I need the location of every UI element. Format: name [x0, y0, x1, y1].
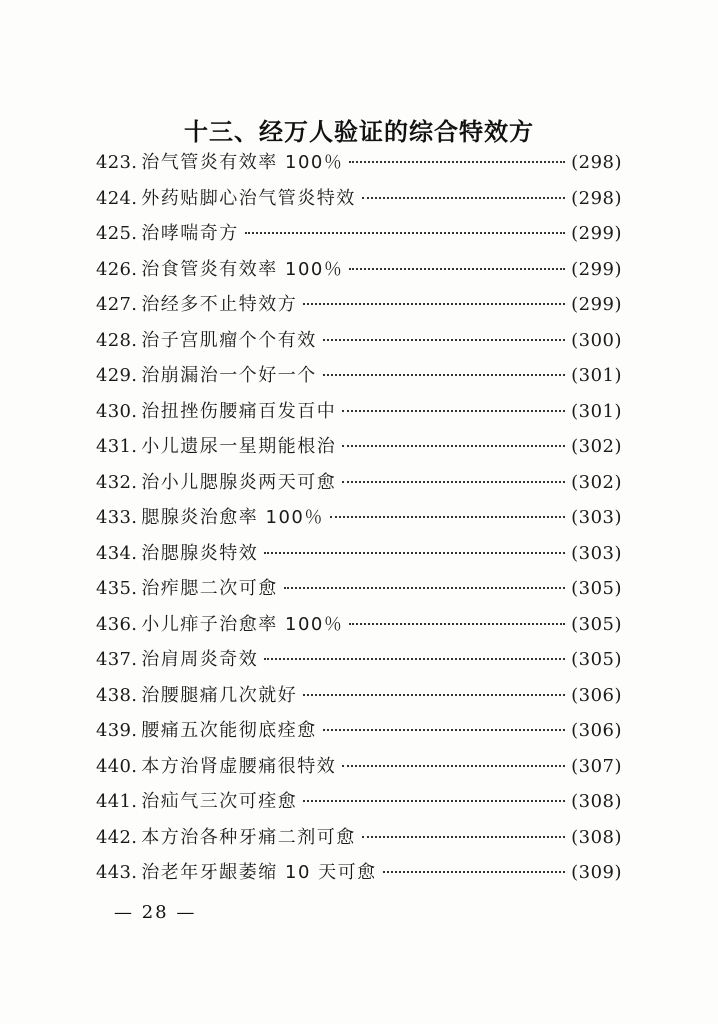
toc-entry	[96, 500, 622, 536]
entry-page-number: (299)	[571, 258, 622, 280]
entry-page-number: (299)	[571, 294, 622, 315]
entry-page-number: (301)	[571, 365, 622, 386]
entry-title: 外药贴脚心治气管炎特效	[141, 187, 356, 209]
entry-page-number: (309)	[571, 862, 622, 883]
dot-leader	[303, 800, 565, 802]
entry-title: 腰痛五次能彻底痊愈	[141, 720, 317, 741]
dot-leader	[362, 836, 565, 838]
entry-title: 本方治肾虚腰痛很特效	[141, 755, 337, 777]
entry-page-number: (302)	[571, 471, 622, 493]
entry-number: 433.	[96, 507, 138, 528]
entry-page-number: (301)	[571, 400, 622, 422]
entry-page-number: (303)	[571, 507, 622, 528]
entry-number: 437.	[96, 649, 138, 670]
entry-title: 治扭挫伤腰痛百发百中	[141, 400, 337, 422]
entry-title: 治老年牙龈萎缩 10 天可愈	[141, 862, 377, 883]
dot-leader	[323, 374, 565, 376]
entry-number: 427.	[96, 294, 138, 315]
entry-page-number: (302)	[571, 436, 622, 457]
dot-leader	[349, 268, 565, 270]
toc-entry	[96, 252, 622, 288]
entry-number: 432.	[96, 471, 138, 493]
entry-page-number: (298)	[571, 152, 622, 173]
table-of-contents	[96, 145, 622, 891]
toc-entry	[96, 855, 622, 891]
toc-entry	[96, 323, 622, 359]
entry-number: 443.	[96, 862, 138, 883]
entry-number: 441.	[96, 791, 138, 812]
dot-leader	[245, 232, 565, 234]
entry-page-number: (298)	[571, 187, 622, 209]
entry-number: 435.	[96, 578, 138, 599]
entry-title: 治气管炎有效率 100％	[141, 152, 344, 173]
dot-leader	[349, 161, 565, 163]
entry-number: 425.	[96, 223, 138, 244]
toc-entry	[96, 749, 622, 785]
toc-entry	[96, 713, 622, 749]
entry-number: 438.	[96, 684, 138, 706]
entry-page-number: (300)	[571, 329, 622, 351]
entry-number: 426.	[96, 258, 138, 280]
toc-entry	[96, 181, 622, 217]
entry-page-number: (308)	[571, 826, 622, 848]
dot-leader	[342, 410, 565, 412]
dot-leader	[330, 516, 565, 518]
entry-page-number: (305)	[571, 649, 622, 670]
dot-leader	[303, 694, 565, 696]
entry-title: 治肩周炎奇效	[141, 649, 259, 670]
entry-title: 腮腺炎治愈率 100％	[141, 507, 324, 528]
entry-number: 430.	[96, 400, 138, 422]
toc-entry	[96, 429, 622, 465]
dot-leader	[323, 729, 565, 731]
entry-number: 431.	[96, 436, 138, 457]
entry-number: 429.	[96, 365, 138, 386]
dot-leader	[362, 197, 565, 199]
entry-number: 436.	[96, 613, 138, 635]
entry-title: 治食管炎有效率 100％	[141, 258, 344, 280]
toc-entry	[96, 465, 622, 501]
dot-leader	[342, 765, 565, 767]
toc-entry	[96, 394, 622, 430]
toc-entry	[96, 784, 622, 820]
toc-entry	[96, 145, 622, 181]
entry-page-number: (306)	[571, 720, 622, 741]
toc-entry	[96, 607, 622, 643]
entry-page-number: (299)	[571, 223, 622, 244]
entry-page-number: (305)	[571, 613, 622, 635]
dot-leader	[323, 339, 565, 341]
section-title: 十三、经万人验证的综合特效方	[184, 118, 534, 146]
dot-leader	[349, 623, 565, 625]
entry-title: 治小儿腮腺炎两天可愈	[141, 471, 337, 493]
entry-number: 428.	[96, 329, 138, 351]
entry-title: 治痄腮二次可愈	[141, 578, 278, 599]
entry-number: 424.	[96, 187, 138, 209]
entry-title: 治崩漏治一个好一个	[141, 365, 317, 386]
dot-leader	[284, 587, 565, 589]
dot-leader	[264, 552, 565, 554]
entry-page-number: (308)	[571, 791, 622, 812]
entry-number: 423.	[96, 152, 138, 173]
dot-leader	[303, 303, 565, 305]
entry-title: 本方治各种牙痛二剂可愈	[141, 826, 356, 848]
dot-leader	[264, 658, 565, 660]
entry-title: 治疝气三次可痊愈	[141, 791, 298, 812]
toc-entry	[96, 678, 622, 714]
toc-entry	[96, 642, 622, 678]
entry-title: 小儿遗尿一星期能根治	[141, 436, 337, 457]
entry-title: 治哮喘奇方	[141, 223, 239, 244]
toc-entry	[96, 536, 622, 572]
entry-number: 439.	[96, 720, 138, 741]
entry-title: 小儿痱子治愈率 100％	[141, 613, 344, 635]
entry-page-number: (307)	[571, 755, 622, 777]
entry-number: 440.	[96, 755, 138, 777]
entry-title: 治经多不止特效方	[141, 294, 298, 315]
toc-entry	[96, 571, 622, 607]
toc-entry	[96, 820, 622, 856]
entry-number: 442.	[96, 826, 138, 848]
entry-title: 治子宫肌瘤个个有效	[141, 329, 317, 351]
toc-entry	[96, 358, 622, 394]
entry-number: 434.	[96, 542, 138, 564]
dot-leader	[342, 481, 565, 483]
entry-title: 治腮腺炎特效	[141, 542, 259, 564]
dot-leader	[383, 871, 565, 873]
toc-entry	[96, 287, 622, 323]
dot-leader	[342, 445, 565, 447]
entry-page-number: (306)	[571, 684, 622, 706]
page-number: — 28 —	[114, 902, 197, 923]
entry-page-number: (305)	[571, 578, 622, 599]
entry-title: 治腰腿痛几次就好	[141, 684, 298, 706]
toc-entry	[96, 216, 622, 252]
entry-page-number: (303)	[571, 542, 622, 564]
